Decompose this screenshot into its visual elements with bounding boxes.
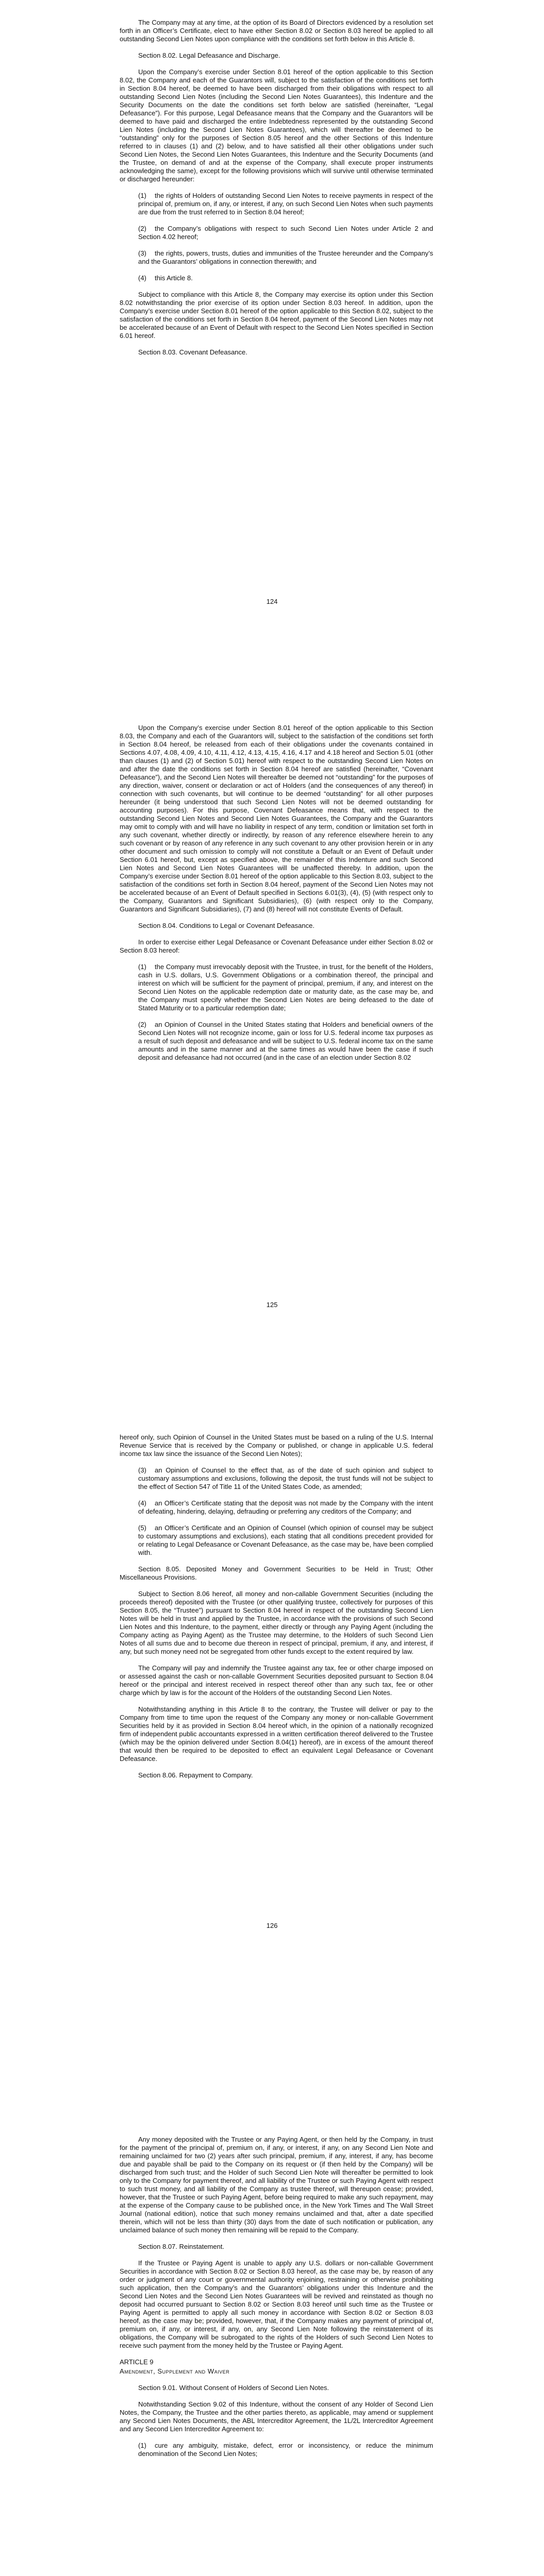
- paragraph: Any money deposited with the Trustee or any Paying Agent, or then held by the Company, in trust for the payment of the principal of, premium on, if any, or interest, if any, on any Second Lien Note and remaining unclaimed for two (2) years after such principal, premium, if any, interest, if any, has become due and payable shall be paid to the Company on its request or (if then held by the Company) will be discharged from such trust; and the Holder of such Second Lien Note will thereafter be permitted to look only to the Company for payment thereof, and all liability of the Trustee or such Paying Agent with respect to such trust money, and all liability of the Company as trustee thereof, will thereupon cease; provided, however, that the Trustee or such Paying Agent, before being required to make any such repayment, may at the expense of the Company cause to be published once, in the New York Times and The Wall Street Journal (national edition), notice that such money remains unclaimed and that, after a date specified therein, which will not be less than thirty (30) days from the date of such notification or publication, any unclaimed balance of such money then remaining will be repaid to the Company.: [120, 2136, 433, 2234]
- list-number: (3): [138, 1466, 146, 1474]
- list-text: an Officer’s Certificate stating that the deposit was not made by the Company with the intent of defeating, hindering, delaying, defrauding or preferring any creditors of the Company; and: [138, 1499, 433, 1515]
- list-item: [120, 192, 433, 216]
- list-item: [120, 1499, 433, 1516]
- section-heading: Section 8.07. Reinstatement.: [138, 2243, 224, 2250]
- paragraph: Upon the Company’s exercise under Section 8.01 hereof of the option applicable to this Section 8.03, the Company and each of the Guarantors will, subject to the satisfaction of the conditions set forth in Section 8.04 hereof, be released from each of their obligations under the covenants contained in Sections 4.07, 4.08, 4.09, 4.10, 4.11, 4.12, 4.13, 4.15, 4.16, 4.17 and 4.18 hereof and Section 5.01 (other than clauses (1) and (2) of Section 5.01) hereof with respect to the outstanding Second Lien Notes on and after the date the conditions set forth in Section 8.04 hereof are satisfied (hereinafter, “Covenant Defeasance”), and the Second Lien Notes will thereafter be deemed not “outstanding” for the purposes of any direction, waiver, consent or declaration or act of Holders (and the consequences of any thereof) in connection with such covenants, but will continue to be deemed “outstanding” for all other purposes hereunder (it being understood that such Second Lien Notes will not be deemed outstanding for accounting purposes). For this purpose, Covenant Defeasance means that, with respect to the outstanding Second Lien Notes and Second Lien Notes Guarantees, the Company and the Guarantors may omit to comply with and will have no liability in respect of any term, condition or limitation set forth in any such covenant, whether directly or indirectly, by reason of any reference elsewhere herein to any such covenant or by reason of any reference in any such covenant to any other provision herein or in any other document and such omission to comply will not constitute a Default or an Event of Default under Section 6.01 hereof, but, except as specified above, the remainder of this Indenture and such Second Lien Notes and Second Lien Notes Guarantees will be unaffected thereby. In addition, upon the Company’s exercise under Section 8.01 hereof of the option applicable to this Section 8.03, subject to the satisfaction of the conditions set forth in Section 8.04 hereof, payment of the Second Lien Notes may not be accelerated because of an Event of Default specified in Sections 6.01(3), (4), (5) (with respect only to the Company, Guarantors and Significant Subsidiaries), (6) (with respect only to the Company, Guarantors and Significant Subsidiaries), (7) and (8) hereof will not constitute Events of Default.: [120, 724, 433, 913]
- document-page-126: [0, 1406, 544, 2110]
- section-heading: Section 8.02. Legal Defeasance and Discharge.: [138, 52, 281, 59]
- paragraph: If the Trustee or Paying Agent is unable to apply any U.S. dollars or non-callable Government Securities in accordance with Section 8.02 or Section 8.03 hereof, as the case may be, by reason of any order or judgment of any court or governmental authority enjoining, restraining or otherwise prohibiting such application, then the Company’s and the Guarantors’ obligations under this Indenture and the Second Lien Notes and the Second Lien Notes Guarantees will be revived and reinstated as though no deposit had occurred pursuant to Section 8.02 or Section 8.03 hereof until such time as the Trustee or Paying Agent is permitted to apply all such money in accordance with Section 8.02 or Section 8.03 hereof, as the case may be; provided, however, that, if the Company makes any payment of principal of, premium on, if any, or interest, if any, on, any Second Lien Note following the reinstatement of its obligations, the Company will be subrogated to the rights of the Holders of such Second Lien Notes to receive such payment from the money held by the Trustee or Paying Agent.: [120, 2259, 433, 2349]
- list-text: the rights of Holders of outstanding Second Lien Notes to receive payments in respect of the principal of, premium on, if any, or interest, if any, on such Second Lien Notes when such payments are due from the trust referred to in Section 8.04 hereof;: [138, 192, 433, 216]
- section-heading: Section 8.06. Repayment to Company.: [138, 1771, 253, 1779]
- section-heading: Section 8.05. Deposited Money and Government Securities to be Held in Trust; Other Miscellaneous Provisions.: [120, 1565, 433, 1581]
- list-item: [120, 1466, 433, 1491]
- document-page-127: [0, 2110, 544, 2576]
- article-title: ARTICLE 9: [120, 2358, 154, 2366]
- section-heading: Section 8.04. Conditions to Legal or Covenant Defeasance.: [138, 922, 315, 929]
- page-number: 125: [266, 1301, 278, 1309]
- list-item: [120, 249, 433, 266]
- list-text: an Opinion of Counsel in the United States stating that Holders and beneficial owners of the Second Lien Notes will not recognize income, gain or loss for U.S. federal income tax purposes as a result of such deposit and defeasance and will be subject to U.S. federal income tax on the same amounts and in the same manner and at the same times as would have been the case if such deposit and defeasance had not occurred (and in the case of an election under Section 8.02: [138, 1021, 433, 1061]
- section-heading: Section 9.01. Without Consent of Holders of Second Lien Notes.: [138, 2384, 329, 2392]
- paragraph: Notwithstanding Section 9.02 of this Indenture, without the consent of any Holder of Second Lien Notes, the Company, the Trustee and the other parties thereto, as applicable, may amend or supplement any Second Lien Notes Documents, the ABL Intercreditor Agreement, the 1L/2L Intercreditor Agreement and any Second Lien Intercreditor Agreement to:: [120, 2400, 433, 2433]
- list-text: cure any ambiguity, mistake, defect, error or inconsistency, or reduce the minimum denomination of the Second Lien Notes;: [138, 2442, 433, 2458]
- page-number: 126: [266, 1922, 278, 1929]
- list-number: (2): [138, 225, 146, 232]
- paragraph: The Company may at any time, at the option of its Board of Directors evidenced by a resolution set forth in an Officer’s Certificate, elect to have either Section 8.02 or Section 8.03 hereof be applied to all outstanding Second Lien Notes upon compliance with the conditions set forth below in this Article 8.: [120, 19, 433, 43]
- list-item: [120, 1021, 433, 1062]
- page-body: [120, 724, 433, 1070]
- list-text: an Officer’s Certificate and an Opinion of Counsel (which opinion of counsel may be subject to customary assumptions and exclusions), each stating that all conditions precedent provided for or relating to Legal Defeasance or Covenant Defeasance, as the case may be, have been complied with.: [138, 1524, 433, 1556]
- paragraph: The Company will pay and indemnify the Trustee against any tax, fee or other charge imposed on or assessed against the cash or non-callable Government Securities deposited pursuant to Section 8.04 hereof or the principal and interest received in respect thereof other than any such tax, fee or other charge which by law is for the account of the Holders of the outstanding Second Lien Notes.: [120, 1664, 433, 1697]
- list-number: (3): [138, 249, 146, 257]
- paragraph: Subject to Section 8.06 hereof, all money and non-callable Government Securities (including the proceeds thereof) deposited with the Trustee (or other qualifying trustee, collectively for purposes of this Section 8.05, the “Trustee”) pursuant to Section 8.04 hereof in respect of the outstanding Second Lien Notes will be held in trust and applied by the Trustee, in accordance with the provisions of such Second Lien Notes and this Indenture, to the payment, either directly or through any Paying Agent (including the Company acting as Paying Agent) as the Trustee may determine, to the Holders of such Second Lien Notes of all sums due and to become due thereon in respect of principal, premium, if any, and interest, if any, but such money need not be segregated from other funds except to the extent required by law.: [120, 1590, 433, 1655]
- article-subtitle: Amendment, Supplement and Waiver: [120, 2367, 230, 2375]
- paragraph: In order to exercise either Legal Defeasance or Covenant Defeasance under either Section 8.02 or Section 8.03 hereof:: [120, 938, 433, 954]
- page-body: [120, 1433, 433, 1788]
- list-number: (5): [138, 1524, 146, 1532]
- section-heading: Section 8.03. Covenant Defeasance.: [138, 348, 248, 356]
- list-item: [120, 963, 433, 1012]
- list-number: (2): [138, 1021, 146, 1028]
- list-number: (4): [138, 1499, 146, 1507]
- paragraph: Subject to compliance with this Article 8, the Company may exercise its option under this Section 8.02 notwithstanding the prior exercise of its option under Section 8.03 hereof. In addition, upon the Company’s exercise under Section 8.01 hereof of the option applicable to this Section 8.02, subject to the satisfaction of the conditions set forth in Section 8.04 hereof, payment of the Second Lien Notes may not be accelerated because of an Event of Default with respect to the Second Lien Notes specified in Section 6.01 hereof.: [120, 291, 433, 340]
- list-text: the Company’s obligations with respect to such Second Lien Notes under Article 2 and Section 4.02 hereof;: [138, 225, 433, 241]
- document-page-125: [0, 703, 544, 1406]
- list-item: [120, 225, 433, 241]
- paragraph: Upon the Company’s exercise under Section 8.01 hereof of the option applicable to this Section 8.02, the Company and each of the Guarantors will, subject to the satisfaction of the conditions set forth in Section 8.04 hereof, be deemed to have been discharged from their obligations with respect to all outstanding Second Lien Notes (including the Second Lien Notes Guarantees), this Indenture and the Security Documents on the date the conditions set forth below are satisfied (hereinafter, “Legal Defeasance”). For this purpose, Legal Defeasance means that the Company and the Guarantors will be deemed to have paid and discharged the entire Indebtedness represented by the outstanding Second Lien Notes (including the Second Lien Notes Guarantees), which will thereafter be deemed to be “outstanding” only for the purposes of Section 8.05 hereof and the other Sections of this Indenture referred to in clauses (1) and (2) below, and to have satisfied all their other obligations under such Second Lien Notes, the Second Lien Notes Guarantees, this Indenture and the Security Documents (and the Trustee, on demand of and at the expense of the Company, shall execute proper instruments acknowledging the same), except for the following provisions which will survive until otherwise terminated or discharged hereunder:: [120, 68, 433, 183]
- list-text: this Article 8.: [155, 274, 193, 282]
- list-item: [120, 274, 433, 282]
- list-number: (1): [138, 192, 146, 199]
- list-number: (1): [138, 2442, 146, 2449]
- list-item: [120, 2442, 433, 2458]
- list-text: an Opinion of Counsel to the effect that, as of the date of such opinion and subject to customary assumptions and exclusions, following the deposit, the trust funds will not be subject to the effect of Section 547 of Title 11 of the United States Code, as amended;: [138, 1466, 433, 1490]
- paragraph: Notwithstanding anything in this Article 8 to the contrary, the Trustee will deliver or pay to the Company from time to time upon the request of the Company any money or non-callable Government Securities held by it as provided in Section 8.04 hereof which, in the opinion of a nationally recognized firm of independent public accountants expressed in a written certification thereof delivered to the Trustee (which may be the opinion delivered under Section 8.04(1) hereof), are in excess of the amount thereof that would then be required to be deposited to effect an equivalent Legal Defeasance or Covenant Defeasance.: [120, 1705, 433, 1762]
- list-number: (1): [138, 963, 146, 971]
- list-text: the rights, powers, trusts, duties and immunities of the Trustee hereunder and the Company’s and the Guarantors’ obligations in connection therewith; and: [138, 249, 433, 265]
- document-page-124: [0, 0, 544, 703]
- page-body: [120, 19, 433, 365]
- list-number: (4): [138, 274, 146, 282]
- list-item: [120, 1524, 433, 1557]
- list-text: the Company must irrevocably deposit with the Trustee, in trust, for the benefit of the Holders, cash in U.S. dollars, U.S. Government Obligations or a combination thereof, the principal and interest on which will be sufficient for the payment of principal, premium, if any, and interest on the Second Lien Notes on the applicable redemption date or maturity date, as the case may be, and the Company must specify whether the Second Lien Notes are being defeased to the date of Stated Maturity or to a particular redemption date;: [138, 963, 433, 1012]
- paragraph: hereof only, such Opinion of Counsel in the United States must be based on a ruling of the U.S. Internal Revenue Service that is received by the Company or published, or change in applicable U.S. federal income tax law since the issuance of the Second Lien Notes);: [120, 1433, 433, 1458]
- page-number: 124: [266, 598, 278, 605]
- page-body: [120, 2136, 433, 2466]
